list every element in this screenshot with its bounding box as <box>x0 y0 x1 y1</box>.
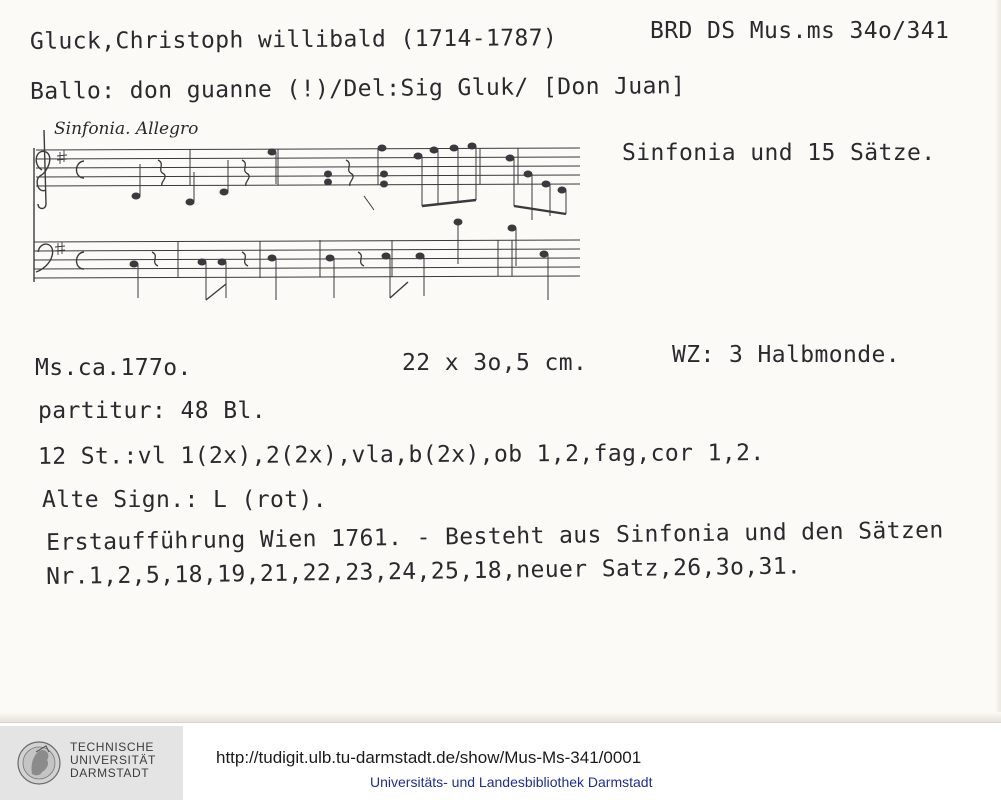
logo-line-2: UNIVERSITÄT <box>70 753 156 767</box>
treble-staff <box>36 148 580 186</box>
score-info: partitur: 48 Bl. <box>38 398 266 424</box>
composer-line: Gluck,Christoph willibald (1714-1787) <box>29 25 558 55</box>
title-line: Ballo: don guanne (!)/Del:Sig Gluk/ [Don Juan] <box>29 73 686 105</box>
athena-seal-icon <box>16 738 62 788</box>
source-url[interactable]: http://tudigit.ulb.tu-darmstadt.de/show/Mus-Ms-341/0001 <box>216 748 642 767</box>
old-signature: Alte Sign.: L (rot). <box>42 487 327 513</box>
parts-info: 12 St.:vl 1(2x),2(2x),vla,b(2x),ob 1,2,fag,cor 1,2. <box>37 440 765 470</box>
shelfmark: BRD DS Mus.ms 34o/341 <box>650 18 950 44</box>
footer <box>0 726 1001 800</box>
manuscript-date: Ms.ca.177o. <box>35 355 192 381</box>
treble-clef-icon <box>36 130 50 209</box>
logo-line-1: TECHNISCHE <box>70 740 155 754</box>
contents-summary: Sinfonia und 15 Sätze. <box>622 140 936 166</box>
note-line-1: Erstaufführung Wien 1761. - Besteht aus Sinfonia und den Sätzen <box>46 517 944 556</box>
treble-notes <box>132 143 566 205</box>
card-edge <box>995 0 1001 722</box>
logo-text <box>70 741 156 780</box>
dimensions: 22 x 3o,5 cm. <box>402 350 588 376</box>
music-incipit <box>28 112 588 312</box>
university-logo[interactable] <box>0 726 183 800</box>
watermark: WZ: 3 Halbmonde. <box>672 342 900 368</box>
library-name[interactable]: Universitäts- und Landesbibliothek Darmstadt <box>370 774 653 790</box>
card-bottom-edge <box>0 712 1001 722</box>
incipit-heading: Sinfonia. Allegro <box>54 119 199 139</box>
logo-line-3: DARMSTADT <box>70 766 150 780</box>
bass-clef-icon <box>36 244 53 272</box>
note-line-2: Nr.1,2,5,18,19,21,22,23,24,25,18,neuer Satz,26,3o,31. <box>46 553 802 590</box>
